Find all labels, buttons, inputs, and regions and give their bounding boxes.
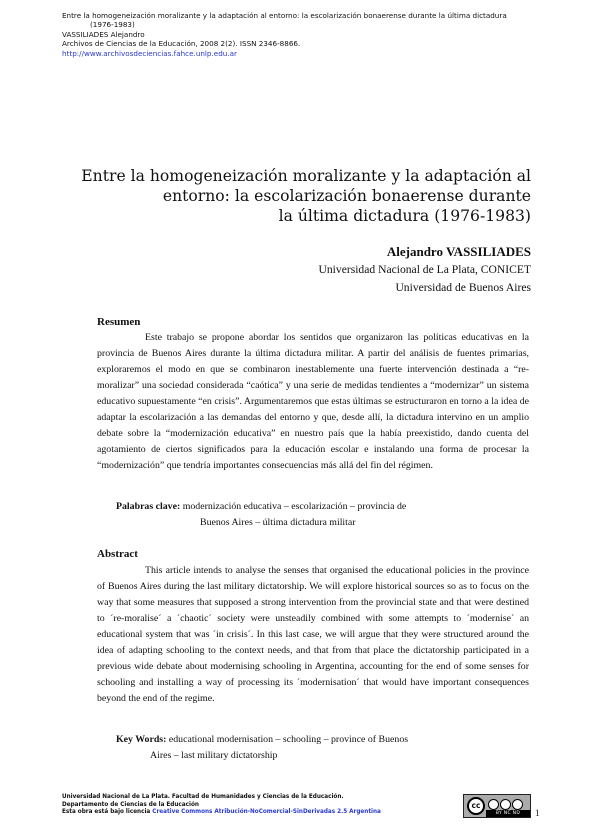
resumen-body	[97, 330, 529, 474]
page-number: 1	[535, 808, 540, 818]
abstract-body	[97, 563, 529, 707]
resumen-keywords-line-2: Buenos Aires – última dictadura militar	[200, 517, 356, 528]
footer-university: Universidad Nacional de La Plata. Facultad de Humanidades y Ciencias de la Educación.	[62, 794, 344, 800]
resumen-keywords-line-1: modernización educativa – escolarización – provincia de	[182, 501, 407, 512]
resumen-keywords-label: Palabras clave:	[116, 501, 181, 512]
abstract-heading: Abstract	[97, 548, 138, 560]
abstract-paragraph: This article intends to analyse the senses that organised the educational policies in the province of Buenos Aires during the last military dictatorship. We will explore historical sources so as to focus on the way that some measures that supposed a strong intervention from the provincial state and that were destined to ´re-moralise´ a ´chaotic´ society were unsteadily combined with some attempts to ´modernise´ an educational system that was ´in crisis´. In this last case, we will argue that they were structured around the idea of adapting schooling to the context needs, and that from that place the dictatorship participated in a previous wide debate about modernising schooling in Argentina, accounting for the end of some senses for schooling and installing a way of processing its ´modernisation´ that would have important consequences beyond the end of the regime.	[97, 565, 529, 704]
abstract-keywords-label: Key Words:	[116, 734, 167, 745]
resumen-heading: Resumen	[97, 316, 141, 328]
header-author: VASSILIADES Alejandro	[62, 29, 145, 39]
creative-commons-badge[interactable]	[463, 794, 531, 818]
paper-title	[71, 166, 531, 226]
attribution-icon	[488, 799, 499, 810]
cc-logo-icon: cc	[467, 797, 485, 815]
license-terms-bar: BY NC ND	[486, 810, 530, 817]
noncommercial-icon	[500, 799, 511, 810]
author-affiliation-2: Universidad de Buenos Aires	[395, 281, 531, 294]
running-header	[62, 11, 542, 58]
resumen-keywords	[116, 499, 516, 531]
abstract-keywords	[116, 732, 516, 764]
page-footer	[62, 794, 462, 817]
author-name: Alejandro VASSILIADES	[386, 244, 531, 259]
license-icons	[488, 797, 530, 809]
footer-department: Departamento de Ciencias de la Educación	[62, 801, 199, 808]
author-affiliation-1: Universidad Nacional de La Plata, CONICET	[318, 263, 531, 276]
footer-license-prefix: Esta obra está bajo licencia	[62, 809, 151, 816]
resumen-paragraph: Este trabajo se propone abordar los sentidos que organizaron las políticas educativas en la provincia de Buenos Aires durante la última dictadura militar. A partir del análisis de fuentes primarias, exploraremos el modo en que se combinaron inestablemente una fuerte intervención destinada a “re-moralizar” una sociedad considerada “caótica” y una serie de medidas tendientes a “modernizar” un sistema educativo supuestamente “en crisis”. Argumentaremos que estas últimas se estructuraron en torno a la idea de adaptar la escolarización a las demandas del entorno y que, desde allí, la dictadura intervino en un amplio debate sobre la “modernización educativa” en nuestro país que la había preexistido, dando cuenta del agotamiento de ciertos significados para la educación escolar e instalando una forma de procesar la “modernización” que tendría importantes consecuencias más allá del fin del régimen.	[97, 332, 529, 471]
title-line-2: entorno: la escolarización bonaerense durante	[162, 187, 531, 205]
header-journal-link[interactable]: http://www.archivosdeciencias.fahce.unlp.edu.ar	[62, 48, 237, 58]
abstract-keywords-line-2: Aires – last military dictatorship	[150, 750, 278, 761]
title-line-3: la última dictadura (1976-1983)	[278, 207, 531, 225]
header-title-dates: (1976-1983)	[90, 20, 135, 30]
title-line-1: Entre la homogeneización moralizante y la adaptación al	[81, 167, 531, 185]
abstract-keywords-line-1: educational modernisation – schooling – province of Buenos	[168, 734, 409, 745]
header-title-line: Entre la homogeneización moralizante y la adaptación al entorno: la escolarización bonaerense durante la última dictadura	[62, 11, 507, 20]
header-journal: Archivos de Ciencias de la Educación, 2008 2(2). ISSN 2346-8866.	[62, 39, 301, 49]
noderivatives-icon	[512, 799, 523, 810]
footer-license-link[interactable]: Creative Commons Atribución-NoComercial-SinDerivadas 2.5 Argentina	[152, 809, 381, 816]
